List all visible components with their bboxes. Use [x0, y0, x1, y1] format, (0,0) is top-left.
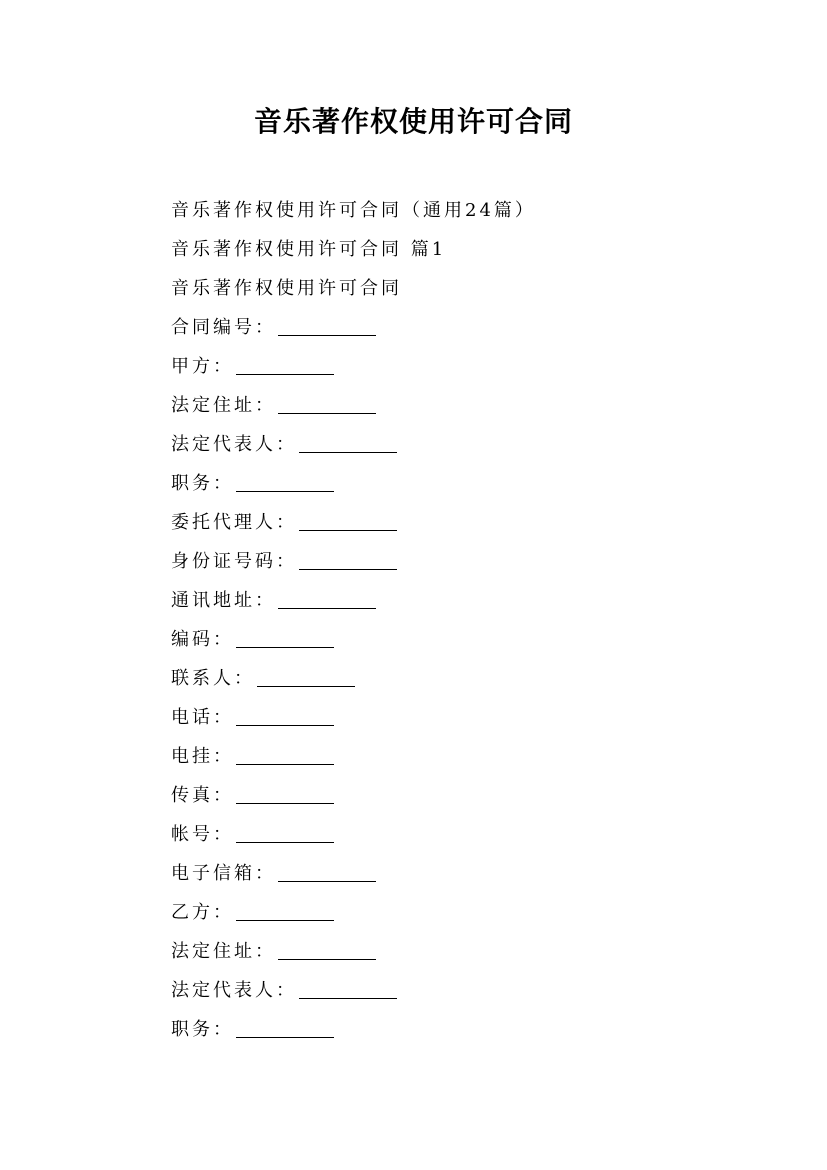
field-party-b-representative — [171, 971, 771, 1010]
field-label: 法定住址： — [171, 941, 276, 962]
field-party-a — [171, 347, 771, 386]
blank-underline — [278, 937, 376, 960]
blank-underline — [236, 703, 334, 726]
field-party-b-position — [171, 1010, 771, 1049]
field-id-number — [171, 542, 771, 581]
field-label: 电话： — [171, 707, 234, 728]
blank-underline — [278, 391, 376, 414]
field-label: 乙方： — [171, 902, 234, 923]
field-phone — [171, 698, 771, 737]
field-party-a-representative — [171, 425, 771, 464]
field-label: 通讯地址： — [171, 590, 276, 611]
field-label: 编码： — [171, 629, 234, 650]
field-label: 合同编号： — [171, 317, 276, 338]
field-contact-person — [171, 659, 771, 698]
field-label: 电挂： — [171, 746, 234, 767]
blank-underline — [278, 313, 376, 336]
field-label: 传真： — [171, 785, 234, 806]
field-party-a-address — [171, 386, 771, 425]
contract-heading: 音乐著作权使用许可合同 — [171, 278, 402, 299]
field-fax — [171, 776, 771, 815]
field-label: 电子信箱： — [171, 863, 276, 884]
field-account — [171, 815, 771, 854]
blank-underline — [278, 586, 376, 609]
blank-underline — [236, 469, 334, 492]
blank-underline — [257, 664, 355, 687]
field-label: 法定代表人： — [171, 434, 297, 455]
section-heading: 音乐著作权使用许可合同 篇1 — [171, 239, 447, 260]
field-party-b — [171, 893, 771, 932]
field-party-b-address — [171, 932, 771, 971]
field-label: 委托代理人： — [171, 512, 297, 533]
document-body — [171, 191, 771, 1049]
field-label: 职务： — [171, 473, 234, 494]
document-subtitle: 音乐著作权使用许可合同（通用24篇） — [171, 200, 536, 221]
blank-underline — [236, 820, 334, 843]
field-mailing-address — [171, 581, 771, 620]
blank-underline — [299, 508, 397, 531]
blank-underline — [299, 430, 397, 453]
field-postal-code — [171, 620, 771, 659]
blank-underline — [236, 1015, 334, 1038]
field-contract-number — [171, 308, 771, 347]
field-label: 身份证号码： — [171, 551, 297, 572]
field-label: 法定住址： — [171, 395, 276, 416]
field-telegraph — [171, 737, 771, 776]
blank-underline — [299, 547, 397, 570]
blank-underline — [236, 625, 334, 648]
field-label: 联系人： — [171, 668, 255, 689]
field-label: 职务： — [171, 1019, 234, 1040]
blank-underline — [236, 742, 334, 765]
field-agent — [171, 503, 771, 542]
field-party-a-position — [171, 464, 771, 503]
blank-underline — [236, 898, 334, 921]
field-label: 甲方： — [171, 356, 234, 377]
blank-underline — [236, 781, 334, 804]
field-label: 法定代表人： — [171, 980, 297, 1001]
field-label: 帐号： — [171, 824, 234, 845]
blank-underline — [299, 976, 397, 999]
blank-underline — [236, 352, 334, 375]
field-email — [171, 854, 771, 893]
document-title: 音乐著作权使用许可合同 — [253, 105, 573, 138]
blank-underline — [278, 859, 376, 882]
